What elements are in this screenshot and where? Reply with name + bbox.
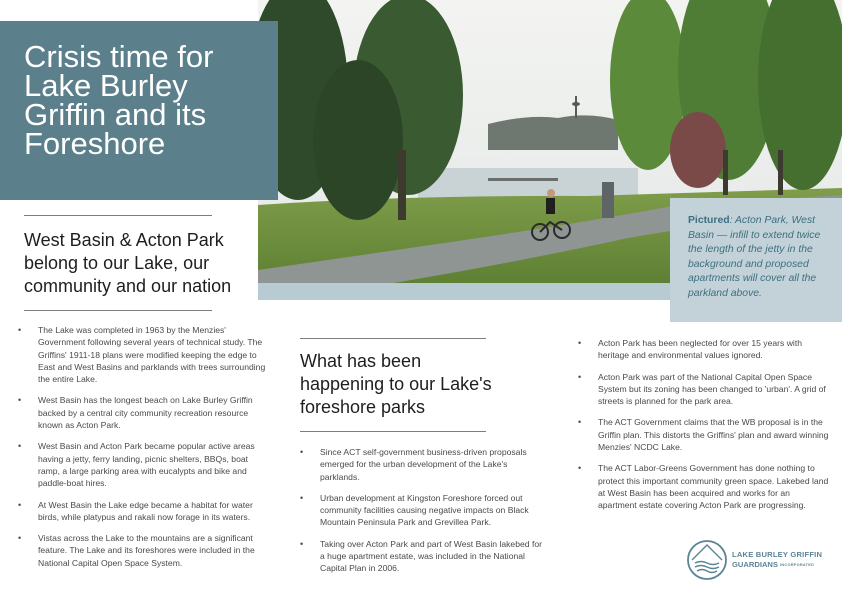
caption-text: : Acton Park, West Basin — infill to extend twice the length of the jetty in the background and proposed apartments will cover all the parkland above.	[688, 215, 821, 299]
list-item: • The Lake was completed in 1963 by the Menzies' Government following several years of technical study. The Griffins' 1911-18 plans were modified keeping the edge to East and West Basins and parklands with trees surrounding the entire Lake.	[18, 324, 266, 385]
subtitle-top-rule	[24, 215, 212, 216]
heading-top-rule	[300, 338, 486, 339]
subtitle: West Basin & Acton Park belong to our Lake, our community and our nation	[24, 230, 232, 296]
logo-sub	[732, 560, 814, 569]
logo-inc: INCORPORATED	[780, 563, 815, 567]
page-title: Crisis time for Lake Burley Griffin and its Foreshore	[24, 39, 214, 161]
logo-sub-text: GUARDIANS	[732, 560, 778, 569]
list-item: • Urban development at Kingston Foreshore forced out community facilities causing negative impacts on Black Mountain Peninsula Park and Grevillea Park.	[300, 492, 544, 529]
section-heading: What has been happening to our Lake's foreshore parks	[300, 351, 492, 417]
list-item: • At West Basin the Lake edge became a habitat for water birds, while platypus and rakali now forage in its waters.	[18, 499, 266, 524]
logo-name: LAKE BURLEY GRIFFIN	[732, 550, 823, 559]
list-item: • Since ACT self-government business-driven proposals emerged for the urban development of the Lake's parklands.	[300, 446, 544, 483]
list-item: • West Basin and Acton Park became popular active areas having a jetty, ferry landing, picnic shelters, BBQs, boat ramp, a large parking area with eucalypts and bike and paddle-boat hires.	[18, 440, 266, 489]
lake-burley-griffin-guardians-logo-icon	[686, 539, 728, 581]
list-item: • The ACT Government claims that the WB proposal is in the Griffin plan. This distorts the Griffins' plan and award winning Menzies' NCDC Lake.	[578, 416, 830, 453]
heading-bottom-rule	[300, 431, 486, 432]
list-item: • West Basin has the longest beach on Lake Burley Griffin backed by a central city community recreation resource known as Acton Park.	[18, 394, 266, 431]
column3-list	[578, 337, 830, 521]
caption-label: Pictured	[688, 215, 730, 226]
subtitle-bottom-rule	[24, 310, 212, 311]
column2-list	[300, 446, 544, 584]
column1-list	[18, 324, 266, 578]
list-item: • Taking over Acton Park and part of West Basin lakebed for a huge apartment estate, was included in the National Capital Plan in 2006.	[300, 538, 544, 575]
list-item: • Acton Park has been neglected for over 15 years with heritage and environmental values ignored.	[578, 337, 830, 362]
list-item: • Acton Park was part of the National Capital Open Space System but its zoning has been changed to 'urban'. A grid of streets is planned for the park area.	[578, 371, 830, 408]
photo-caption	[688, 214, 836, 302]
list-item: • Vistas across the Lake to the mountains are a significant feature. The Lake and its foreshores were included in the National Capital Open Space System.	[18, 532, 266, 569]
list-item: • The ACT Labor-Greens Government has done nothing to protect this important community green space. Lakebed land at West Basin has been acquired and works for an apartment estate covering Acton Park are progressing.	[578, 462, 830, 511]
organisation-logo	[686, 539, 826, 581]
